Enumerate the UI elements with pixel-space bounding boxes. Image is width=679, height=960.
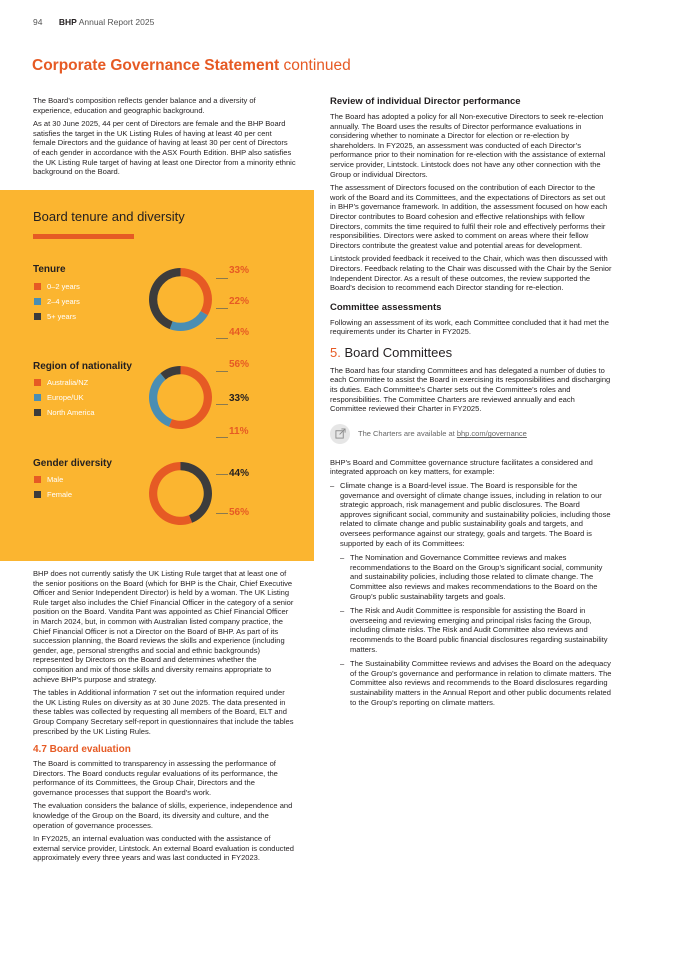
body-paragraph: In FY2025, an internal evaluation was conducted with the assistance of external service provider, Lintstock. An external Board evaluation is conducted approximately every three years and was last conducted in FY2023. xyxy=(33,834,294,863)
legend-item xyxy=(34,375,95,390)
legend-item xyxy=(34,309,80,324)
gender-pct-male: 44% xyxy=(229,468,250,479)
region-legend xyxy=(34,375,95,421)
left-intro xyxy=(33,96,296,181)
legend-label: 0–2 years xyxy=(47,282,80,292)
body-paragraph: BHP does not currently satisfy the UK Listing Rule target that at least one of the senior positions on the Board (which for BHP is the Chair, Chief Executive Officer and Senior Independent Director) is held by a woman. The UK Listing Rule target also includes the Chief Financial Officer in the category of a senior position on the Board. Vandita Pant was appointed as Chief Financial Officer in March 2024, but, in common with Australian listed company practice, the Chief Financial Officer is not a Director on the Board of BHP. As part of its succession planning, the Board reviews the skills and experience (including gender, age, personal strengths and social and ethnic backgrounds) represented by Directors on the Board and determines whether the composition and mix of those skills and diversity remains appropriate to achieve BHP’s purpose and strategy. xyxy=(33,569,294,684)
donut-segment xyxy=(181,268,213,315)
left-body xyxy=(33,569,296,867)
committee-assessments-heading: Committee assessments xyxy=(330,301,442,313)
gender-donut xyxy=(143,456,218,531)
legend-swatch xyxy=(34,313,41,320)
donut-segment xyxy=(149,462,192,525)
leader-line xyxy=(216,308,228,309)
intro-paragraph: The Board’s composition reflects gender balance and a diversity of experience, education and geographic background. xyxy=(33,96,256,115)
legend-swatch xyxy=(34,298,41,305)
leader-line xyxy=(216,371,228,372)
board-committees-heading xyxy=(330,345,612,360)
legend-swatch xyxy=(34,379,41,386)
legend-swatch xyxy=(34,476,41,483)
legend-label: 5+ years xyxy=(47,312,76,322)
panel-accent-bar xyxy=(33,234,134,239)
legend-item xyxy=(34,472,72,487)
tenure-pct-5plus: 44% xyxy=(229,327,250,338)
donut-segment xyxy=(169,366,212,429)
committee-sub-list xyxy=(340,553,612,707)
governance-link[interactable]: bhp.com/governance xyxy=(456,429,527,439)
legend-label: North America xyxy=(47,408,95,418)
page-number: 94 xyxy=(33,17,43,27)
tenure-pct-2-4: 22% xyxy=(229,296,250,307)
tenure-donut xyxy=(143,262,218,337)
review-heading: Review of individual Director performance xyxy=(330,96,521,107)
region-heading: Region of nationality xyxy=(33,361,132,372)
running-header xyxy=(33,17,154,27)
legend-swatch xyxy=(34,394,41,401)
leader-line xyxy=(216,278,228,279)
legend-swatch xyxy=(34,409,41,416)
body-paragraph: The evaluation considers the balance of skills, experience, independence and knowledge of the Group on the Board, its diversity and culture, and the operation of governance processes. xyxy=(33,801,293,830)
legend-item xyxy=(34,405,95,420)
donut-segment xyxy=(149,268,180,329)
body-paragraph: The assessment of Directors focused on the contribution of each Director to the work of the Board and its Committees, and the expectations of Directors as set out in BHP’s governance framework. In addition, the assessment focused on how each Director contributes to Board cohesion and effective relationships with fellow Directors, commits the time required to fulfil their role and effectively performs their responsibilities. Directors were asked to comment on areas where their fellow Directors contribute the greatest value and potential areas for development. xyxy=(330,183,608,250)
region-pct-europe: 33% xyxy=(229,393,250,404)
tenure-heading: Tenure xyxy=(33,264,66,275)
section-title: Board Committees xyxy=(344,344,453,360)
panel-title: Board tenure and diversity xyxy=(33,209,185,224)
legend-item xyxy=(34,294,80,309)
legend-label: Male xyxy=(47,475,64,485)
body-paragraph: The Board is committed to transparency in assessing the performance of Directors. The Board conducts regular evaluations of its performance, the performance of its Committees, the Group Chair, Directors and the governance processes that support the Board’s work. xyxy=(33,759,278,797)
legend-item xyxy=(34,390,95,405)
legend-label: Female xyxy=(47,490,73,500)
region-pct-australia: 56% xyxy=(229,359,250,370)
legend-label: 2–4 years xyxy=(47,297,80,307)
donut-segment xyxy=(181,462,213,523)
right-column xyxy=(330,96,612,712)
leader-line xyxy=(216,437,228,438)
legend-item xyxy=(34,279,80,294)
intro-paragraph: As at 30 June 2025, 44 per cent of Directors are female and the BHP Board satisfies the target in the UK Listing Rules of having at least 40 per cent female Directors and the guidance of having at least 30 per cent of Directors of each gender in accordance with the ASX Fourth Edition. BHP also satisfies the UK Listing Rule target of having at least one Director from a minority ethnic background on the Board. xyxy=(33,119,296,177)
gender-heading: Gender diversity xyxy=(33,458,112,469)
list-item: – The Nomination and Governance Committee reviews and makes recommendations to the Board on the Group’s significant social, community and sustainability policies, including those related to climate change. The Committee also reviews and makes recommendations to the Board on the Group’s public sustainability targets and goals. xyxy=(340,553,612,601)
page-title-main: Corporate Governance Statement xyxy=(32,57,280,74)
leader-line xyxy=(216,338,228,339)
governance-list xyxy=(330,481,612,707)
region-pct-north-america: 11% xyxy=(229,426,249,437)
list-item: – The Risk and Audit Committee is responsible for assisting the Board in overseeing and reviewing emerging and principal risks facing the Group, including climate risks. The Risk and Audit Committee also reviews and recommends to the Board public financial disclosures regarding sustainability matters. xyxy=(340,606,612,654)
legend-label: Europe/UK xyxy=(47,393,84,403)
gender-legend xyxy=(34,472,72,502)
region-donut xyxy=(143,360,218,435)
tenure-pct-0-2: 33% xyxy=(229,265,250,276)
leader-line xyxy=(216,404,228,405)
leader-line xyxy=(216,513,228,514)
page-title xyxy=(32,57,351,75)
body-paragraph: BHP’s Board and Committee governance structure facilitates a considered and integrated approach on key matters, for example: xyxy=(330,457,593,477)
board-evaluation-heading: 4.7 Board evaluation xyxy=(33,744,131,756)
brand-name: BHP xyxy=(58,17,77,27)
page-title-suffix: continued xyxy=(283,57,351,74)
body-paragraph: Lintstock provided feedback it received to the Chair, which was then discussed with Directors. Feedback relating to the Chair was discussed with the Chair by the Senior Independent Director. As a result of these outcomes, the review supported the Board’s decision to recommend each Director standing for re-election. xyxy=(330,254,612,293)
legend-swatch xyxy=(34,491,41,498)
body-paragraph: The tables in Additional information 7 set out the information required under the UK Listing Rules on diversity as at 30 June 2025. The data presented in these tables was collected by requesting all members of the Board, ELT and Group Company Secretary self-report in questionnaires that include the tables prescribed by the UK Listing Rules. xyxy=(33,688,294,736)
list-item-text: Climate change is a Board-level issue. The Board is responsible for the governance and oversight of climate change issues, including in relation to our strategic approach, risk management and public disclosures. The Board approves significant social, community and sustainability policies, including those related to climate change and public sustainability goals and targets, and oversees performance against our strategy, goals and targets. The Board is supported by each of its Committees: xyxy=(340,481,611,548)
legend-item xyxy=(34,487,72,502)
body-paragraph: The Board has adopted a policy for all Non-executive Directors to seek re-election annually. The Board uses the results of Director performance evaluations in considering whether to nominate a Director for election or re-election by shareholders. In FY2025, an assessment was conducted of each Director’s performance prior to their nomination for re-election with the assistance of external service provider, Lintstock. Lintstock does not have any other connection with the Group or individual Directors. xyxy=(330,112,606,179)
list-item xyxy=(330,481,612,707)
charters-link-row xyxy=(330,424,612,444)
body-paragraph: The Board has four standing Committees and has delegated a number of duties to each Committee to assist the Board in exercising its responsibilities and discharging its duties. Each Committee’s Charter sets out the Committee’s roles and responsibilities. The Committee Charters are reviewed annually and each Committee reviewed their Charter in FY2025. xyxy=(330,365,611,414)
legend-label: Australia/NZ xyxy=(47,378,89,388)
external-link-icon[interactable] xyxy=(330,424,350,444)
donut-segment xyxy=(149,373,172,427)
donut-segment xyxy=(170,311,208,331)
list-item: – The Sustainability Committee reviews and advises the Board on the adequacy of the Group’s governance and performance in relation to climate matters. The Committee also reviews and recommends to the Board disclosures regarding sustainability matters in the Annual Report and other public documents related to the Group’s reporting on climate matters. xyxy=(340,659,612,707)
gender-pct-female: 56% xyxy=(229,507,250,518)
leader-line xyxy=(216,474,228,475)
tenure-legend xyxy=(34,279,80,325)
legend-swatch xyxy=(34,283,41,290)
report-name: Annual Report 2025 xyxy=(78,17,155,27)
section-number: 5. xyxy=(330,344,341,360)
body-paragraph: Following an assessment of its work, each Committee concluded that it had met the requirements under its Charter in FY2025. xyxy=(330,317,609,337)
charters-link-text: The Charters are available at xyxy=(358,429,455,439)
